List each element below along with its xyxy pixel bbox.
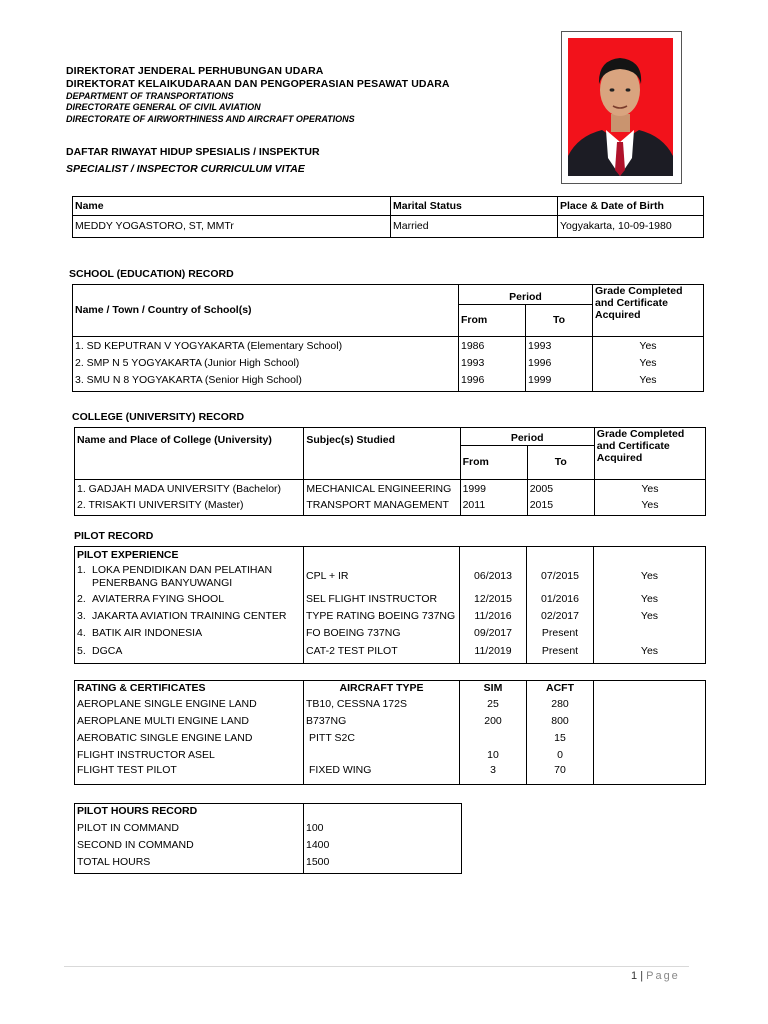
pilot-row-4-num: 4.	[77, 626, 86, 639]
pilot-row-5-from: 11/2019	[474, 644, 512, 657]
college-from-header: From	[460, 446, 527, 480]
aircraft-type-header: AIRCRAFT TYPE	[304, 681, 460, 696]
rating-row-1-sim: 25	[487, 697, 499, 710]
school-row-1-from: 1986	[461, 340, 485, 352]
pilot-row-4-name: BATIK AIR INDONESIA	[92, 626, 203, 639]
college-section-title: COLLEGE (UNIVERSITY) RECORD	[72, 411, 245, 423]
header-line-1: DIREKTORAT JENDERAL PERHUBUNGAN UDARA	[66, 65, 324, 77]
college-grade-header: Grade Completed and Certificate Acquired	[594, 428, 705, 480]
page-number	[631, 970, 680, 982]
pilot-row-5-grade: Yes	[640, 644, 659, 657]
footer-divider	[64, 966, 689, 967]
school-record-table	[72, 284, 704, 392]
school-section-title: SCHOOL (EDUCATION) RECORD	[69, 268, 234, 280]
rating-row-3-name: AEROBATIC SINGLE ENGINE LAND	[77, 731, 253, 744]
birth-value: Yogyakarta, 10-09-1980	[558, 216, 704, 238]
header-line-4: DIRECTORATE GENERAL OF CIVIL AVIATION	[66, 102, 261, 112]
profile-photo-frame	[561, 31, 682, 184]
sim-header: SIM	[460, 681, 527, 696]
pilot-row-2-role: SEL FLIGHT INSTRUCTOR	[306, 592, 438, 605]
pilot-row-1-role: CPL + IR	[306, 569, 349, 582]
hours-row-2-label: SECOND IN COMMAND	[77, 838, 194, 851]
college-row-1-grade: Yes	[641, 483, 659, 495]
school-row-2-name: 2. SMP N 5 YOGYAKARTA (Junior High School)	[75, 357, 300, 369]
pilot-row-3-to: 02/2017	[541, 609, 579, 622]
rating-row-1-name: AEROPLANE SINGLE ENGINE LAND	[77, 697, 257, 710]
page-number-value: 1	[631, 970, 638, 982]
school-row-2-grade: Yes	[639, 357, 657, 369]
rating-row-2-sim: 200	[484, 714, 502, 727]
pilot-row-2-to: 01/2016	[541, 592, 579, 605]
person-portrait-icon	[568, 38, 673, 176]
rating-row-5-sim: 3	[490, 763, 496, 776]
pilot-row-4-from: 09/2017	[474, 626, 512, 639]
rating-row-2-name: AEROPLANE MULTI ENGINE LAND	[77, 714, 249, 727]
college-to-header: To	[527, 446, 594, 480]
school-row-1-name: 1. SD KEPUTRAN V YOGYAKARTA (Elementary School)	[75, 340, 343, 352]
hours-row-2-value: 1400	[306, 838, 330, 851]
document-title: DAFTAR RIWAYAT HIDUP SPESIALIS / INSPEKTUR	[66, 146, 320, 158]
school-period-header: Period	[459, 285, 593, 305]
college-subject-header: Subjec(s) Studied	[304, 428, 460, 480]
pilot-row-1-school	[77, 564, 301, 593]
pilot-row-5-name: DGCA	[92, 644, 123, 657]
pilot-row-4-role: FO BOEING 737NG	[306, 626, 401, 639]
ratings-table	[74, 680, 706, 785]
rating-row-1-aircraft: TB10, CESSNA 172S	[306, 697, 407, 710]
rating-row-5-name: FLIGHT TEST PILOT	[77, 763, 177, 776]
pilot-row-4-grade	[596, 627, 703, 645]
college-row-1-to: 2005	[529, 483, 554, 495]
hours-row-3-label: TOTAL HOURS	[77, 855, 151, 868]
college-row-2-to: 2015	[529, 499, 554, 511]
college-row-2-subject: TRANSPORT MANAGEMENT	[306, 499, 449, 511]
rating-row-3-sim	[462, 732, 524, 749]
rating-header: RATING & CERTIFICATES	[75, 681, 304, 696]
college-row-1-from: 1999	[462, 483, 486, 495]
pilot-row-2-school	[77, 593, 301, 610]
personal-info-table	[72, 196, 704, 238]
pilot-hours-table	[74, 803, 462, 874]
rating-row-5-acft: 70	[554, 763, 566, 776]
acft-header: ACFT	[527, 681, 594, 696]
pilot-row-2-num: 2.	[77, 592, 86, 605]
page-number-separator: |	[640, 970, 644, 982]
header-line-2: DIREKTORAT KELAIKUDARAAN DAN PENGOPERASIAN PESAWAT UDARA	[66, 78, 450, 90]
hours-row-1-value: 100	[306, 821, 324, 834]
school-row-3-from: 1996	[461, 374, 485, 386]
rating-row-3-acft: 15	[554, 731, 566, 744]
pilot-row-5-school	[77, 645, 301, 662]
rating-row-4-acft: 0	[557, 748, 563, 761]
pilot-row-1-num: 1.	[77, 563, 86, 576]
school-grade-header: Grade Completed and Certificate Acquired	[593, 285, 704, 337]
pilot-row-3-name: JAKARTA AVIATION TRAINING CENTER	[92, 609, 287, 622]
rating-row-2-acft: 800	[551, 714, 569, 727]
hours-row-1-label: PILOT IN COMMAND	[77, 821, 179, 834]
document-subtitle: SPECIALIST / INSPECTOR CURRICULUM VITAE	[66, 163, 305, 175]
pilot-row-1-grade: Yes	[640, 569, 659, 582]
rating-row-5-aircraft: FIXED WING	[309, 763, 372, 776]
school-from-header: From	[459, 305, 526, 337]
pilot-row-4-school	[77, 627, 301, 645]
rating-row-4-aircraft	[306, 749, 457, 764]
school-row-3-name: 3. SMU N 8 YOGYAKARTA (Senior High School)	[75, 374, 302, 386]
college-row-1-name: 1. GADJAH MADA UNIVERSITY (Bachelor)	[77, 483, 282, 495]
name-label: Name	[73, 197, 391, 216]
pilot-row-3-school	[77, 610, 301, 627]
school-row-3-to: 1999	[528, 374, 552, 386]
college-record-table	[74, 427, 706, 516]
college-name-header: Name and Place of College (University)	[75, 428, 304, 480]
college-row-2-grade: Yes	[641, 499, 659, 511]
school-row-3-grade: Yes	[639, 374, 657, 386]
school-row-2-to: 1996	[528, 357, 552, 369]
college-row-1-subject: MECHANICAL ENGINEERING	[306, 483, 452, 495]
rating-row-1-acft: 280	[551, 697, 569, 710]
pilot-experience-table	[74, 546, 706, 664]
pilot-row-3-grade: Yes	[640, 609, 659, 622]
hours-row-3-value: 1500	[306, 855, 330, 868]
name-value: MEDDY YOGASTORO, ST, MMTr	[73, 216, 391, 238]
pilot-experience-title: PILOT EXPERIENCE	[75, 547, 304, 563]
college-row-2-from: 2011	[462, 499, 486, 511]
college-period-header: Period	[460, 428, 594, 446]
school-row-1-grade: Yes	[639, 340, 657, 352]
school-name-header: Name / Town / Country of School(s)	[73, 285, 459, 337]
rating-row-2-aircraft: B737NG	[306, 714, 347, 727]
college-row-2-name: 2. TRISAKTI UNIVERSITY (Master)	[77, 499, 244, 511]
header-line-3: DEPARTMENT OF TRANSPORTATIONS	[66, 91, 234, 101]
school-row-1-to: 1993	[528, 340, 552, 352]
pilot-row-3-from: 11/2016	[474, 609, 512, 622]
pilot-section-title: PILOT RECORD	[74, 530, 154, 542]
rating-row-4-name: FLIGHT INSTRUCTOR ASEL	[77, 748, 215, 761]
pilot-row-4-to: Present	[541, 626, 579, 639]
marital-status-value: Married	[391, 216, 558, 238]
pilot-row-1-from: 06/2013	[474, 569, 512, 582]
pilot-hours-title: PILOT HOURS RECORD	[75, 804, 304, 820]
marital-status-label: Marital Status	[391, 197, 558, 216]
pilot-row-3-role: TYPE RATING BOEING 737NG	[306, 609, 456, 622]
rating-row-3-aircraft: PITT S2C	[309, 731, 355, 744]
pilot-row-5-role: CAT-2 TEST PILOT	[306, 644, 398, 657]
rating-row-4-sim: 10	[487, 748, 499, 761]
header-line-5: DIRECTORATE OF AIRWORTHINESS AND AIRCRAFT OPERATIONS	[66, 114, 355, 124]
school-row-2-from: 1993	[461, 357, 485, 369]
school-to-header: To	[526, 305, 593, 337]
pilot-row-1-name: LOKA PENDIDIKAN DAN PELATIHAN PENERBANG BANYUWANGI	[92, 563, 273, 589]
pilot-row-2-grade: Yes	[640, 592, 659, 605]
profile-photo	[568, 38, 673, 176]
page-label: Page	[646, 970, 680, 982]
birth-label: Place & Date of Birth	[558, 197, 704, 216]
pilot-row-1-to: 07/2015	[541, 569, 579, 582]
pilot-row-2-name: AVIATERRA FYING SHOOL	[92, 592, 225, 605]
pilot-row-5-num: 5.	[77, 644, 86, 657]
pilot-row-2-from: 12/2015	[474, 592, 512, 605]
pilot-row-5-to: Present	[541, 644, 579, 657]
pilot-row-3-num: 3.	[77, 609, 86, 622]
